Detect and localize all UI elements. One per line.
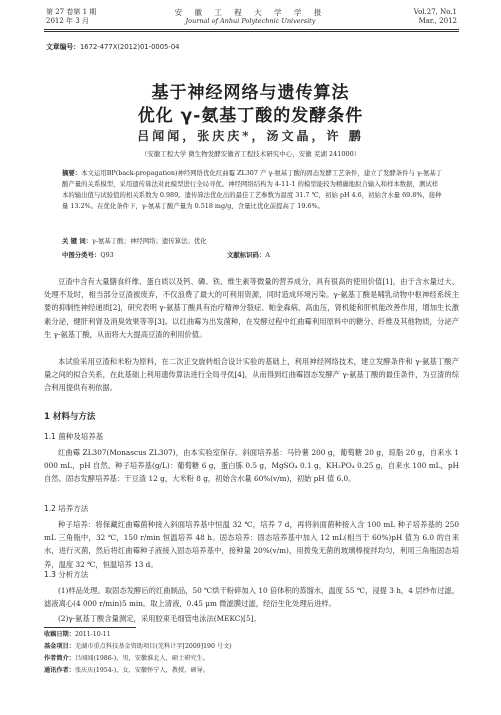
abstract-text: 本文运用BP(back-propagation)神经网络优化红曲霉 ZL307 产 γ-氨基丁酸的固态发酵工艺条件，建立了发酵条件与 γ-氨基丁酸产量的关系模型，采用遗传算法对此模型进行全局寻优。神经网络结构为 4-11-1 的模型能较为精确地拟合输入和样本数据，测试样本的输出值与试验值的相关系数为 0.989。遗传算法优化出的最佳工艺参数为温度 31.7 ℃，初始 pH 4.6，初始含水量 69.8%，接种量 13.2%。在优化条件下，γ-氨基丁酸产量为 0.518 mg/g，含量比优化前提高了 19.6%。 <box>62 169 443 210</box>
title-line-1: 基于神经网络与遗传算法 <box>151 83 350 103</box>
header-journal-en: Journal of Anhui Polytechnic University <box>185 17 316 25</box>
doc-code-label: 文献标识码： <box>227 251 266 259</box>
footnote-fund <box>44 642 459 652</box>
keywords-label: 关 键 词： <box>62 237 93 245</box>
authors: 吕闻闻，张庆庆*，汤文晶，许 鹏 <box>137 129 364 143</box>
keywords-text: γ-氨基丁酸；神经网络；遗传算法；优化 <box>92 237 207 245</box>
body-paragraph-5: (1)样品处理。取固态发酵后的红曲制品，50 ℃烘干粉碎加入 10 倍体积的蒸馏水，温度 55 ℃，浸提 3 h，4 层纱布过滤，滤液离心(4 000 r/min)5 min。取上清液，0.45 μm 微滤膜过滤，经衍生化处理后进样。 <box>44 586 459 609</box>
body-paragraph-4: 种子培养：将保藏红曲霉菌种接入斜面培养基中恒温 32 ℃，培养 7 d，再将斜面菌种接入含 100 mL 种子培养基的 250 mL 三角瓶中，32 ℃，150 r/min 恒温培养 48 h。固态培养：固态培养基中加入 12 mL(相当于 60%)pH 值为 6.0 的自来水，进行灭菌，然后将红曲霉种子液接入固态培养基中，接种量 20%(v/m)，用拨兔无菌的玻璃棒搅拌均匀，利用三角瓶固态培养，温度 32 ℃，恒温培养 13 d。 <box>44 520 459 569</box>
subsection-heading-1-1: 1.1 菌种及培养基 <box>44 432 104 441</box>
author-bio-label: 作者简介： <box>44 655 75 662</box>
header-rule-2 <box>44 31 459 32</box>
title-line-2: 优化 γ-氨基丁酸的发酵条件 <box>137 106 364 126</box>
body-paragraph-6: (2)γ-氨基丁酸含量测定，采用胶束毛细管电泳法(MEKC)[5]。 <box>58 614 261 623</box>
clc-label: 中图分类号： <box>62 251 101 259</box>
body-paragraph-1: 豆渣中含有大量膳食纤维、蛋白质以及钙、磷、铁、维生素等微量的营养成分，具有很高的使用价值[1]，由于含水量过大、处理不及时，相当部分豆渣被废弃，不仅浪费了最大的可利用资源，同时造成环境污染。γ-氨基丁酸是哺乳动物中枢神经系统主要的抑制性神经递质[2]，研究表明 γ-氨基丁酸具有治疗精神分裂症、帕金森病、高血压，肾机能和肝机能改善作用，增加生长激素分泌，健肝利肾及消臭效果等等[3]。以红曲霉为出发菌种，在发酵过程中红曲霉利用原料中的糖分、纤维及其他物质，分泌产生 γ-氨基丁酸，从而将大大提高豆渣的利用价值。 <box>44 277 459 339</box>
header-vol-en: Vol.27, No.1 <box>413 8 457 16</box>
article-number-label: 文章编号： <box>46 43 80 51</box>
header-date-en: Mar., 2012 <box>418 17 457 25</box>
fund-text: 芜湖市重点科技基金资助项目(芜科计字[2009]190 号文) <box>74 643 232 650</box>
section-heading-1: 1 材料与方法 <box>44 412 96 422</box>
body-paragraph-3: 红曲霉 ZL307(Monascus ZL307)，由本实验室保存。斜面培养基：马铃薯 200 g，葡萄糖 20 g，琼脂 20 g，自来水 1 000 mL，pH 自然。种子培养基(g/L)：葡萄糖 6 g，蛋白胨 0.5 g，MgSO₄ 0.1 g，KH₂PO₄ 0.25 g，自来水 100 mL，pH 自然。固态发酵培养基：干豆渣 12 g，大米粉 8 g，初始含水量 60%(v/m)，初始 pH 值 6.0。 <box>44 448 459 484</box>
classification <box>62 250 443 259</box>
header-issue-info <box>414 8 457 26</box>
subsection-heading-1-2: 1.2 培养方法 <box>44 504 89 513</box>
article-number <box>46 41 179 51</box>
abstract-label: 摘要： <box>62 169 82 177</box>
received-label: 收稿日期： <box>44 631 75 638</box>
article-number-value: 1672-477X(2012)01-0005-04 <box>79 43 180 51</box>
header-rule <box>44 29 459 30</box>
footnote-corresponding <box>44 666 459 676</box>
body-paragraph-2: 本试验采用豆渣和米粉为原料，在二次正交旋转组合设计实验的基础上，利用神经网络技术，建立发酵条件和 γ-氨基丁酸产量之间的拟合关系，在此基础上利用遗传算法进行全局寻优[4]，从而得到红曲霉固态发酵产 γ-氨基丁酸的最佳条件，为豆渣的综合利用提供有利依据。 <box>44 357 459 393</box>
clc-value: Q93 <box>100 251 114 259</box>
corresponding-text: 张庆庆(1954-)，女，安徽怀宁人，教授，硕导。 <box>74 667 209 674</box>
footnote-author <box>44 654 459 664</box>
subsection-heading-1-3: 1.3 分析方法 <box>44 570 89 579</box>
corresponding-label: 通讯作者： <box>44 667 75 674</box>
affiliation: （安徽工程大学 微生物发酵安徽省工程技术研究中心，安徽 芜湖 241000） <box>140 150 361 158</box>
author-bio-text: 吕闻闻(1986-)，男，安徽淮北人，硕士研究生。 <box>74 655 209 662</box>
fund-label: 基金项目： <box>44 643 75 650</box>
keywords <box>62 236 443 245</box>
header-volume: 第 27 卷第 1 期 <box>46 8 97 16</box>
doc-code-value: A <box>265 251 270 259</box>
header-date: 2012 年 3 月 <box>46 17 89 25</box>
header-journal-cn: 安 徽 工 程 大 学 学 报 <box>174 8 327 17</box>
abstract <box>62 168 443 212</box>
received-date: 2011-10-11 <box>74 631 111 638</box>
footnote-received <box>44 630 459 640</box>
footnote-rule <box>44 627 136 628</box>
